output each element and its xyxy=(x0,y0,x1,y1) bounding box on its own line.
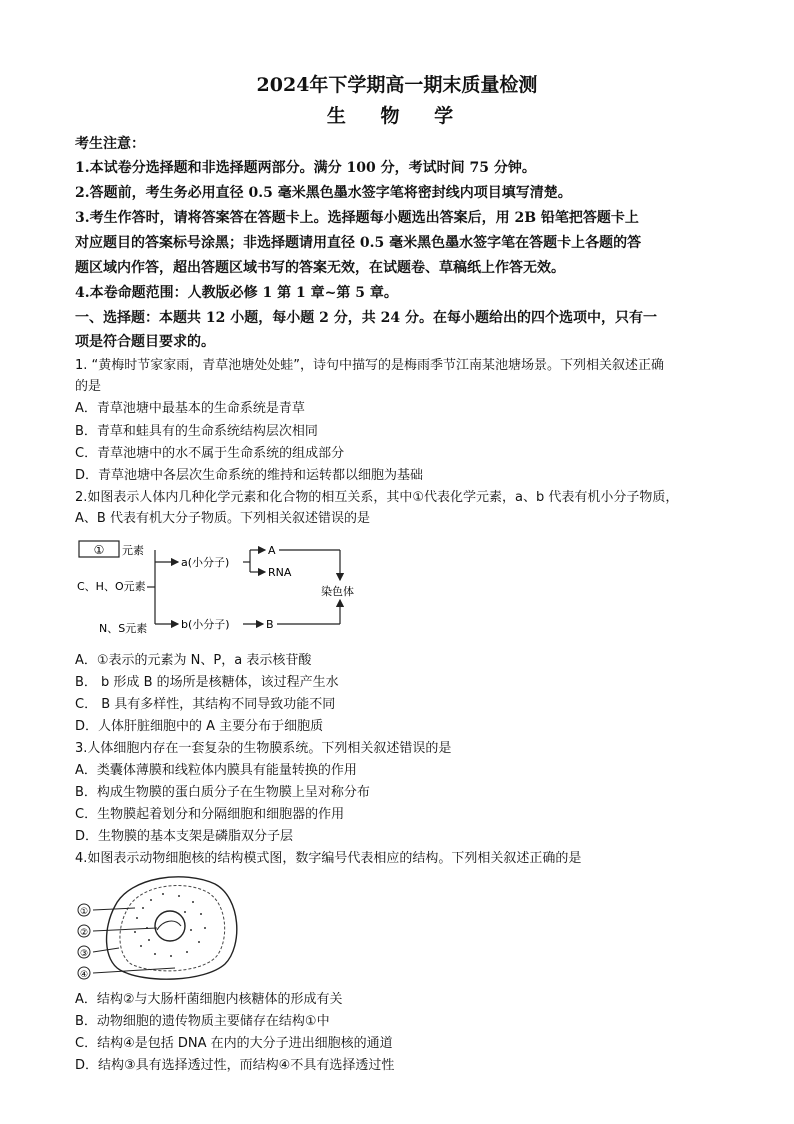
q3-option-a: A．类囊体薄膜和线粒体内膜具有能量转换的作用 xyxy=(75,763,357,778)
q3-option-d: D．生物膜的基本支架是磷脂双分子层 xyxy=(75,829,294,844)
chromosome-label: 染色体 xyxy=(321,585,354,598)
q1-option-a: A．青草池塘中最基本的生命系统是青草 xyxy=(75,401,305,416)
cho-elements-label: C、H、O元素 xyxy=(77,580,146,593)
label-3: ③ xyxy=(79,949,89,959)
macromolecule-A: A xyxy=(268,544,276,557)
note-1: 1.本试卷分选择题和非选择题两部分。满分 100 分，考试时间 75 分钟。 xyxy=(75,160,536,176)
q4-option-d: D．结构③具有选择透过性，而结构④不具有选择透过性 xyxy=(75,1058,395,1073)
q2-option-b: B． b 形成 B 的场所是核糖体，该过程产生水 xyxy=(75,675,339,690)
section-1-heading: 一、选择题：本题共 12 小题，每小题 2 分，共 24 分。在每小题给出的四个选项中，只有一 xyxy=(75,310,657,326)
q3-option-b: B．构成生物膜的蛋白质分子在生物膜上呈对称分布 xyxy=(75,785,370,800)
q1-stem: 1. “黄梅时节家家雨，青草池塘处处蛙”，诗句中描写的是梅雨季节江南某池塘场景。下列相关叙述正确 xyxy=(75,358,665,373)
element-1-suffix: 元素 xyxy=(122,544,144,557)
q1-option-c: C．青草池塘中的水不属于生命系统的组成部分 xyxy=(75,446,345,461)
nucleus-structure-diagram xyxy=(75,868,245,986)
q2-option-c: C． B 具有多样性，其结构不同导致功能不同 xyxy=(75,697,336,712)
q1-stem-cont: 的是 xyxy=(75,379,102,394)
label-4: ④ xyxy=(79,970,89,980)
label-2: ② xyxy=(79,928,89,938)
note-2: 2.答题前，考生务必用直径 0.5 毫米黑色墨水签字笔将密封线内项目填写清楚。 xyxy=(75,185,572,201)
q1-option-b: B．青草和蛙具有的生命系统结构层次相同 xyxy=(75,424,318,439)
q4-option-b: B．动物细胞的遗传物质主要储存在结构①中 xyxy=(75,1014,330,1029)
note-3-line-3: 题区域内作答，超出答题区域书写的答案无效，在试题卷、草稿纸上作答无效。 xyxy=(75,260,565,276)
small-molecule-b: b(小分子) xyxy=(181,618,230,631)
ns-elements-label: N、S元素 xyxy=(99,622,148,635)
q3-stem: 3.人体细胞内存在一套复杂的生物膜系统。下列相关叙述错误的是 xyxy=(75,741,452,756)
q4-option-c: C．结构④是包括 DNA 在内的大分子进出细胞核的通道 xyxy=(75,1036,393,1051)
label-1: ① xyxy=(79,907,89,917)
element-compound-diagram xyxy=(75,532,375,642)
exam-title: 2024年下学期高一期末质量检测 xyxy=(256,74,538,96)
notes-heading: 考生注意： xyxy=(75,136,145,152)
q2-option-a: A．①表示的元素为 N、P，a 表示核苷酸 xyxy=(75,653,312,668)
note-4: 4.本卷命题范围：人教版必修 1 第 1 章~第 5 章。 xyxy=(75,285,398,301)
rna-label: RNA xyxy=(268,566,292,579)
element-1-label: ① xyxy=(93,543,105,557)
q3-option-c: C．生物膜起着划分和分隔细胞和细胞器的作用 xyxy=(75,807,345,822)
q2-option-d: D．人体肝脏细胞中的 A 主要分布于细胞质 xyxy=(75,719,324,734)
macromolecule-B: B xyxy=(266,618,274,631)
q2-stem: 2.如图表示人体内几种化学元素和化合物的相互关系，其中①代表化学元素，a、b 代表有机小分子物质， xyxy=(75,490,679,505)
q4-stem: 4.如图表示动物细胞核的结构模式图，数字编号代表相应的结构。下列相关叙述正确的是 xyxy=(75,851,582,866)
q4-option-a: A．结构②与大肠杆菌细胞内核糖体的形成有关 xyxy=(75,992,343,1007)
section-1-heading-cont: 项是符合题目要求的。 xyxy=(75,334,215,350)
small-molecule-a: a(小分子) xyxy=(181,556,230,569)
q2-stem-cont: A、B 代表有机大分子物质。下列相关叙述错误的是 xyxy=(75,511,370,526)
note-3-line-2: 对应题目的答案标号涂黑；非选择题请用直径 0.5 毫米黑色墨水签字笔在答题卡上各题的答 xyxy=(75,235,642,251)
note-3-line-1: 3.考生作答时，请将答案答在答题卡上。选择题每小题选出答案后，用 2B 铅笔把答题卡上 xyxy=(75,210,639,226)
subject-title: 生 物 学 xyxy=(326,105,468,127)
q1-option-d: D．青草池塘中各层次生命系统的维持和运转都以细胞为基础 xyxy=(75,468,424,483)
